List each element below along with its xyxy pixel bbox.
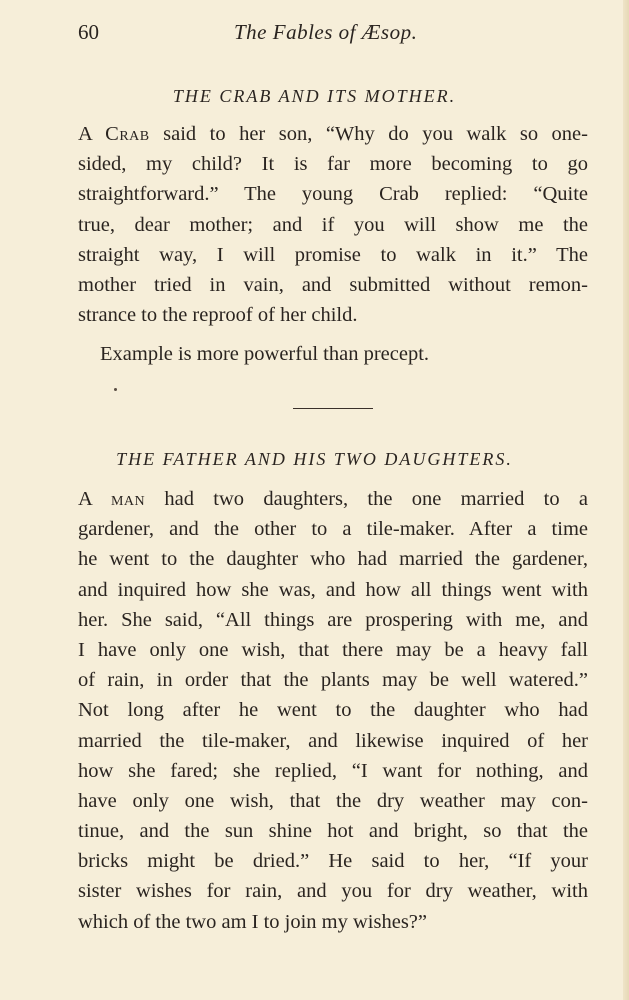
fable-line: straightforward.” The young Crab replied: “Quite — [78, 183, 588, 206]
page-edge — [623, 0, 629, 1000]
lead-word: man — [110, 488, 146, 510]
stray-mark — [114, 388, 117, 391]
fable-line: her. She said, “All things are prospering with me, and — [78, 608, 588, 631]
lead-word: Crab — [105, 123, 150, 145]
book-title: The Fables of Æsop. — [234, 20, 418, 44]
fable-title-father: THE FATHER AND HIS TWO DAUGHTERS. — [116, 449, 513, 469]
fable-line: strance to the reproof of her child. — [78, 304, 358, 327]
fable-line: straight way, I will promise to walk in it.” The — [78, 243, 588, 266]
lead-article: A — [78, 488, 111, 510]
fable-line: he went to the daughter who had married the gardener, — [78, 548, 588, 571]
moral-crab — [100, 339, 588, 369]
fable-line: which of the two am I to join my wishes?” — [78, 910, 428, 933]
page-number: 60 — [78, 20, 99, 44]
fable-line: Not long after he went to the daughter who had — [78, 699, 588, 722]
fable-line: of rain, in order that the plants may be well watered.” — [78, 669, 588, 692]
fable-line: A Crab said to her son, “Why do you walk so one- — [78, 123, 588, 145]
fable-line: mother tried in vain, and submitted without remon- — [78, 273, 588, 296]
fable-line: A man had two daughters, the one married to a — [78, 488, 588, 510]
fable-line: true, dear mother; and if you will show me the — [78, 213, 588, 236]
moral-line: Example is more powerful than precept. — [100, 343, 430, 365]
fable-line: tinue, and the sun shine hot and bright, so that the — [78, 820, 588, 843]
fable-line: gardener, and the other to a tile-maker. After a time — [78, 518, 588, 541]
fable-line: sided, my child? It is far more becoming to go — [78, 153, 588, 176]
fable-title-crab: THE CRAB AND ITS MOTHER. — [172, 86, 457, 106]
section-divider — [293, 408, 373, 409]
fable-line: have only one wish, that the dry weather may con- — [78, 789, 588, 812]
running-head — [78, 20, 587, 48]
fable-line: sister wishes for rain, and you for dry weather, with — [78, 880, 588, 903]
fable-line: married the tile-maker, and likewise inquired of her — [78, 729, 588, 752]
fable-line: I have only one wish, that there may be a heavy fall — [78, 638, 588, 661]
fable-line: and inquired how she was, and how all things went with — [78, 578, 588, 601]
fable-line: how she fared; she replied, “I want for nothing, and — [78, 759, 588, 782]
fable-body-crab — [78, 119, 588, 330]
fable-body-father — [78, 484, 588, 937]
lead-article: A — [78, 123, 106, 145]
fable-line: bricks might be dried.” He said to her, “If your — [78, 850, 588, 873]
